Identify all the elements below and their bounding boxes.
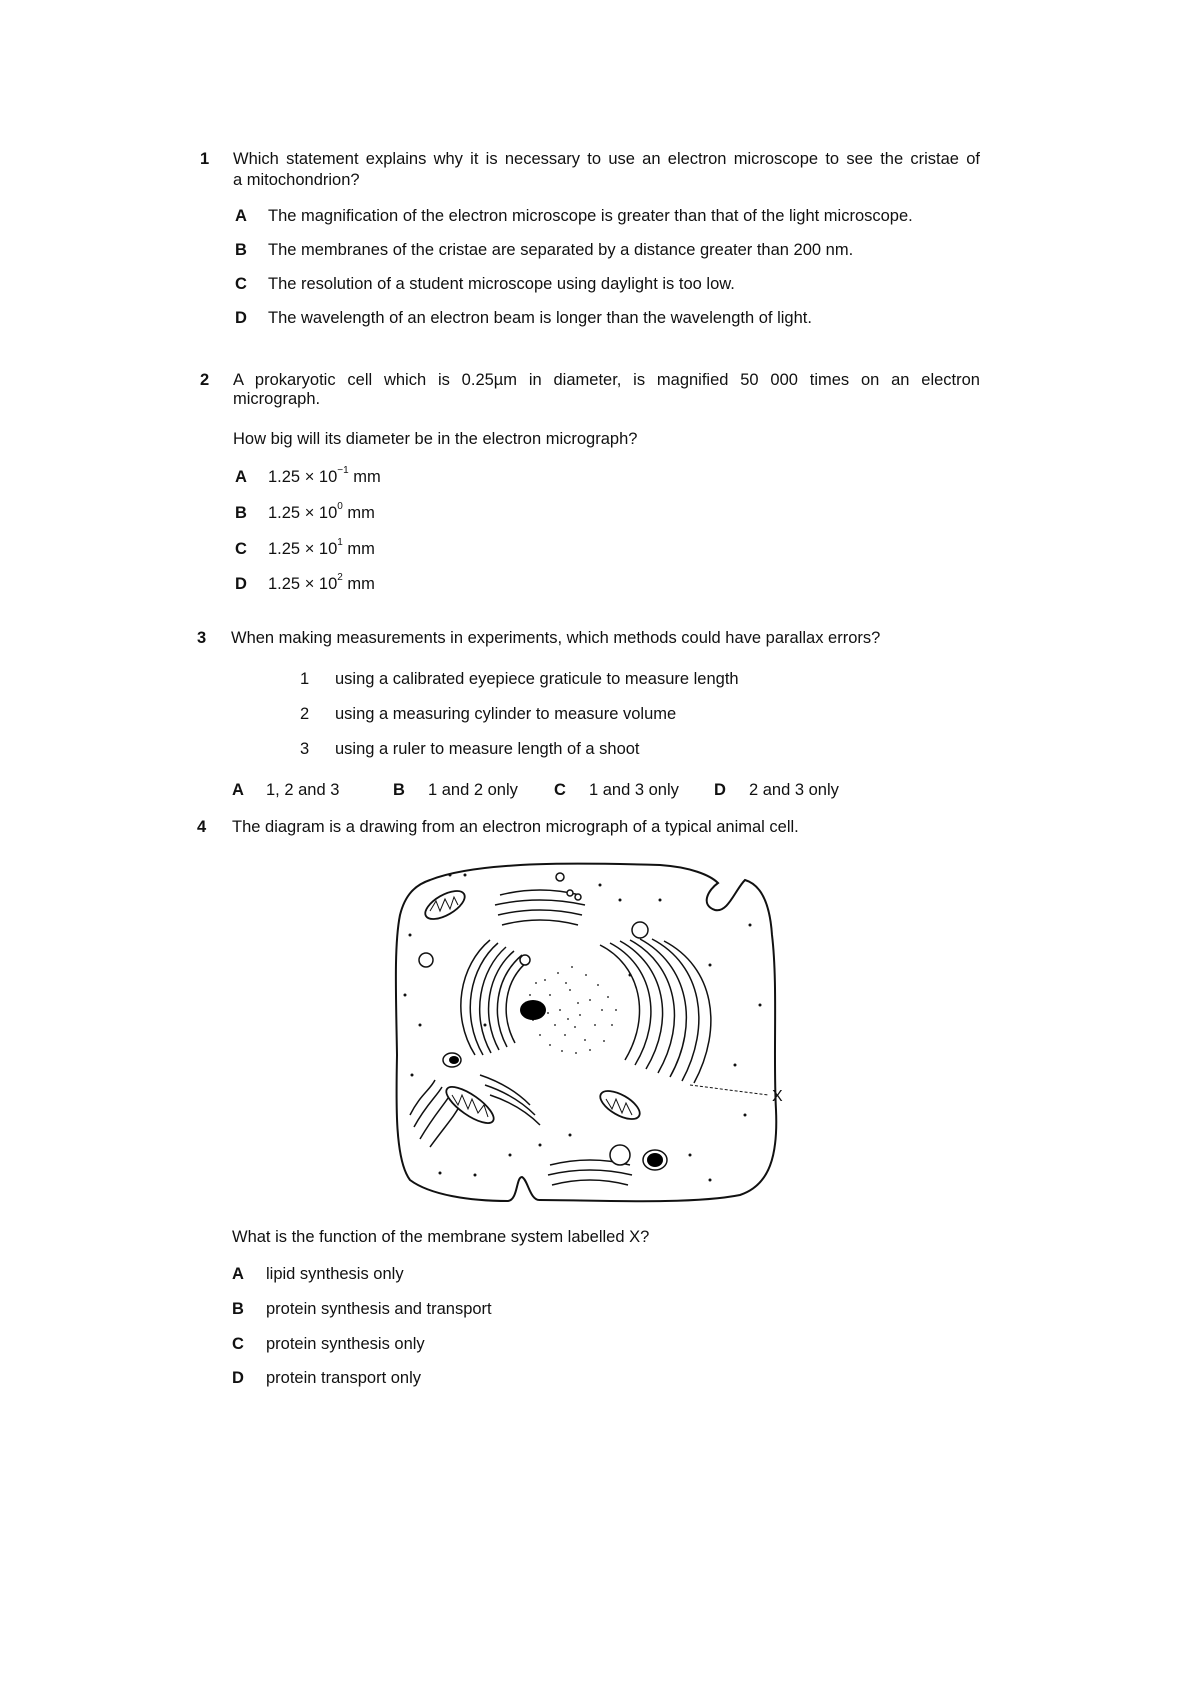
animal-cell-diagram bbox=[390, 855, 810, 1210]
statement-number: 3 bbox=[300, 740, 310, 758]
option-letter: B bbox=[393, 781, 405, 799]
option-text: $1.25 \times 10^1$ mm bbox=[268, 537, 375, 558]
option-letter: A bbox=[235, 207, 247, 225]
option-letter: C bbox=[232, 1335, 244, 1353]
option-text: 1, 2 and 3 bbox=[266, 781, 340, 799]
option-letter: C bbox=[235, 540, 247, 558]
cell-membrane bbox=[396, 864, 776, 1202]
label-x-leader-line bbox=[690, 1085, 768, 1095]
option-letter: A bbox=[232, 1265, 244, 1283]
question-stem-cont: a mitochondrion? bbox=[233, 171, 360, 189]
endoplasmic-reticulum-right bbox=[600, 939, 711, 1083]
statement-text: using a ruler to measure length of a shoot bbox=[335, 740, 640, 758]
question-number: 4 bbox=[197, 818, 207, 836]
endoplasmic-reticulum-left bbox=[461, 940, 528, 1055]
option-letter: B bbox=[232, 1300, 244, 1318]
option-text: lipid synthesis only bbox=[266, 1265, 404, 1283]
option-letter: D bbox=[235, 309, 247, 327]
option-letter: B bbox=[235, 241, 247, 259]
option-text: 1 and 2 only bbox=[428, 781, 518, 799]
statement-number: 2 bbox=[300, 705, 310, 723]
question-stem: Which statement explains why it is necessary to use an electron microscope to see the cristae of bbox=[233, 150, 980, 168]
option-letter: A bbox=[235, 468, 247, 486]
question-stem: The diagram is a drawing from an electron micrograph of a typical animal cell. bbox=[232, 818, 799, 836]
statement-text: using a calibrated eyepiece graticule to measure length bbox=[335, 670, 739, 688]
question-number: 2 bbox=[200, 371, 210, 389]
nucleolus bbox=[520, 1000, 546, 1020]
question-stem: When making measurements in experiments, which methods could have parallax errors? bbox=[231, 629, 881, 647]
option-text: $1.25 \times 10^0$ mm bbox=[268, 501, 375, 522]
option-letter: D bbox=[714, 781, 726, 799]
question-prompt: How big will its diameter be in the electron micrograph? bbox=[233, 430, 638, 448]
option-letter: D bbox=[232, 1369, 244, 1387]
option-text: 1 and 3 only bbox=[589, 781, 679, 799]
option-letter: A bbox=[232, 781, 244, 799]
question-prompt: What is the function of the membrane system labelled X? bbox=[232, 1228, 650, 1246]
statement-number: 1 bbox=[300, 670, 310, 688]
option-text: The magnification of the electron microscope is greater than that of the light microscope. bbox=[268, 207, 913, 225]
option-letter: B bbox=[235, 504, 247, 522]
question-number: 1 bbox=[200, 150, 210, 168]
option-letter: C bbox=[235, 275, 247, 293]
option-text: $1.25 \times 10^{-1}$ mm bbox=[268, 465, 381, 486]
option-text: protein synthesis only bbox=[266, 1335, 425, 1353]
option-text: The wavelength of an electron beam is longer than the wavelength of light. bbox=[268, 309, 812, 327]
option-text: 2 and 3 only bbox=[749, 781, 839, 799]
label-x: X bbox=[772, 1088, 783, 1105]
option-text: protein transport only bbox=[266, 1369, 422, 1387]
option-text: $1.25 \times 10^2$ mm bbox=[268, 572, 375, 593]
statement-text: using a measuring cylinder to measure volume bbox=[335, 705, 677, 723]
ribosomes bbox=[404, 874, 762, 1182]
option-letter: D bbox=[235, 575, 247, 593]
option-letter: C bbox=[554, 781, 566, 799]
option-text: protein synthesis and transport bbox=[266, 1300, 492, 1318]
option-text: The resolution of a student microscope using daylight is too low. bbox=[268, 275, 735, 293]
question-stem-cont: micrograph. bbox=[233, 390, 321, 408]
option-text: The membranes of the cristae are separated by a distance greater than 200 nm. bbox=[268, 241, 854, 259]
question-number: 3 bbox=[197, 629, 207, 647]
question-stem: A prokaryotic cell which is 0.25µm in diameter, is magnified 50 000 times on an electron bbox=[233, 371, 980, 389]
